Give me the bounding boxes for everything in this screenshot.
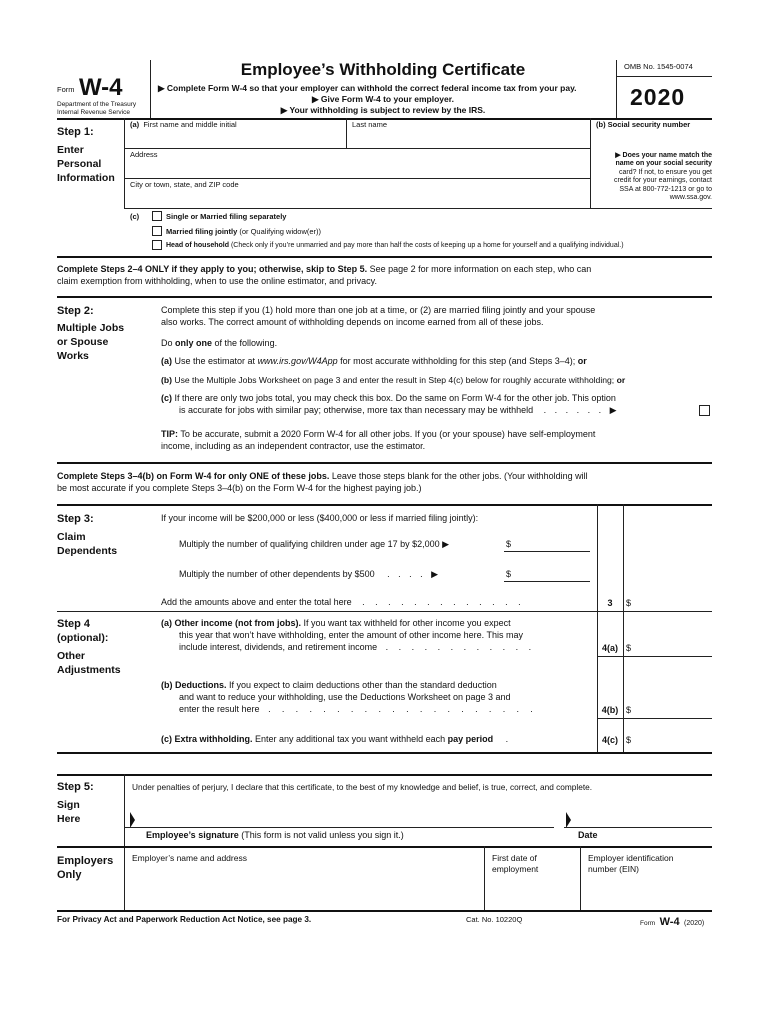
ssn-note-line-2: name on your social security xyxy=(615,160,712,168)
step3-title: Step 3: xyxy=(57,513,94,525)
employer-name-input[interactable] xyxy=(128,866,480,906)
step5-title: Step 5: xyxy=(57,781,94,793)
option-a-post: for most accurate withholding for this step (and Steps 3–4); xyxy=(337,356,578,366)
step4a-line-3 xyxy=(179,641,535,653)
form-name: W-4 xyxy=(78,74,123,101)
first-date-line-2: employment xyxy=(492,864,539,874)
last-name-label: Last name xyxy=(352,120,388,129)
step4-title: Step 4 xyxy=(57,618,91,630)
privacy-notice: For Privacy Act and Paperwork Reduction Act Notice, see page 3. xyxy=(57,915,312,924)
estimator-link[interactable]: www.irs.gov/W4App xyxy=(257,356,338,366)
header-divider-right xyxy=(616,60,617,118)
hoh-label-bold: Head of household xyxy=(166,242,229,249)
children-dollar: $ xyxy=(506,539,512,549)
first-name-label xyxy=(130,120,237,130)
signature-label-rest: (This form is not valid unless you sign it.) xyxy=(238,830,404,840)
perjury-statement: Under penalties of perjury, I declare that this certificate, to the best of my knowledge and belief, is true, correct, and complete. xyxy=(132,782,593,792)
step4c-dots: . xyxy=(505,734,509,744)
other-dependents-input[interactable] xyxy=(514,566,590,580)
step3-other-dependents-line xyxy=(179,568,441,580)
step4-bottom-rule xyxy=(57,752,712,754)
do-pre: Do xyxy=(161,338,176,348)
ein-line-2: number (EIN) xyxy=(588,864,640,874)
department-line-1: Department of the Treasury xyxy=(57,101,137,108)
intro1-rest: See page 2 for more information on each step, who can xyxy=(367,264,592,274)
form-label xyxy=(57,74,122,102)
step4c-text-rest: Enter any additional tax you want withheld each xyxy=(252,734,448,744)
step4c-label: (c) xyxy=(161,734,172,744)
step1-row-rule-3 xyxy=(124,208,712,209)
line-4c-number: 4(c) xyxy=(601,735,618,745)
ssn-note-line-6: www.ssa.gov. xyxy=(669,194,712,202)
tip-line-2: income, including as an independent contractor, use the estimator. xyxy=(161,441,426,451)
ein-line-1: Employer identification xyxy=(588,853,674,863)
other-dependents-dots: . . . . ▶ xyxy=(387,569,442,579)
option-c-line-1: If there are only two jobs total, you may check this box. Do the same on Form W-4 for the other job. This option xyxy=(174,393,616,403)
line-4b-dollar: $ xyxy=(626,705,632,715)
line-3-amount-input[interactable] xyxy=(636,594,710,609)
married-jointly-checkbox[interactable] xyxy=(152,226,162,236)
ssn-note xyxy=(594,152,712,202)
intro-steps-3-4b xyxy=(57,470,717,494)
step3-bottom-rule xyxy=(57,611,712,612)
last-name-input[interactable] xyxy=(348,131,588,147)
step4a-label: (a) xyxy=(161,618,172,628)
step5-subtitle-2: Here xyxy=(57,813,81,825)
line-number-column-right xyxy=(623,504,624,752)
line-4a-rule xyxy=(597,656,712,657)
single-label xyxy=(166,212,286,222)
intro2-line2: be most accurate if you complete Steps 3–4(b) on the Form W-4 for the highest paying job.) xyxy=(57,483,422,493)
single-label-bold: Single or Married filing separately xyxy=(166,212,287,221)
do-bold: only one xyxy=(175,338,213,348)
total-text: Add the amounts above and enter the total here xyxy=(161,597,352,607)
total-dots: . . . . . . . . . . . . . xyxy=(362,597,525,607)
step2-option-b xyxy=(161,374,625,386)
step5-subtitle-1: Sign xyxy=(57,799,80,811)
date-arrow-icon xyxy=(566,812,571,828)
ssn-note-line-3: card? If not, to ensure you get xyxy=(618,168,712,176)
first-date-label xyxy=(492,853,538,875)
department-line-2: Internal Revenue Service xyxy=(57,109,130,116)
step1-bottom-rule xyxy=(57,256,712,258)
step2-subtitle-1: Multiple Jobs xyxy=(57,322,125,334)
step1-subtitle-3: Information xyxy=(57,172,115,184)
step2-bottom-rule xyxy=(57,462,712,464)
other-dependents-text: Multiply the number of other dependents by $500 xyxy=(179,569,375,579)
step4b-label: (b) xyxy=(161,680,173,690)
step4-subtitle-2: Adjustments xyxy=(57,664,121,676)
step4b-line-3 xyxy=(179,703,537,715)
intro2-bold: Complete Steps 3–4(b) on Form W-4 for only ONE of these jobs. xyxy=(57,471,330,481)
step4a-text xyxy=(161,617,511,629)
married-label-rest: (or Qualifying widow(er)) xyxy=(237,227,322,236)
step2-intro-line-2: also works. The correct amount of withholding depends on income earned from all of these jobs. xyxy=(161,317,544,327)
step4b-line-2: and want to reduce your withholding, use the Deductions Worksheet on page 3 and xyxy=(179,692,511,702)
step2-subtitle-2: or Spouse xyxy=(57,336,109,348)
step4-title-optional: (optional): xyxy=(57,632,109,644)
step2-top-rule xyxy=(57,296,712,298)
step5-top-rule xyxy=(57,774,712,776)
instruction-3: ▶ Your withholding is subject to review by the IRS. xyxy=(280,105,486,115)
first-date-input[interactable] xyxy=(488,878,576,906)
line-4b-rule xyxy=(597,718,712,719)
other-dependents-underline xyxy=(504,581,590,582)
name-divider xyxy=(346,118,347,148)
step2-intro-line-1: Complete this step if you (1) hold more than one job at a time, or (2) are married filing jointly and your spouse xyxy=(161,305,596,315)
intro1-bold: Complete Steps 2–4 ONLY if they apply to you; otherwise, skip to Step 5. xyxy=(57,264,368,274)
step2-do-only-one xyxy=(161,337,277,349)
line-3-number: 3 xyxy=(607,598,613,608)
children-amount-input[interactable] xyxy=(514,536,590,550)
option-a-label: (a) xyxy=(161,356,172,366)
step4c-pay-period: pay period xyxy=(447,734,494,744)
option-b-or: or xyxy=(616,375,626,385)
other-dependents-dollar: $ xyxy=(506,569,512,579)
step3-subtitle-2: Dependents xyxy=(57,545,118,557)
signature-line xyxy=(124,827,554,828)
instruction-2: ▶ Give Form W-4 to your employer. xyxy=(312,94,454,104)
employers-top-rule xyxy=(57,846,712,848)
option-b-text: Use the Multiple Jobs Worksheet on page 3 and enter the result in Step 4(c) below for roughly accurate withholding; xyxy=(174,375,617,385)
signature-input[interactable] xyxy=(140,808,550,826)
step2-option-a xyxy=(161,355,587,367)
step3-subtitle-1: Claim xyxy=(57,531,86,543)
step4b-bold: Deductions. xyxy=(175,680,227,690)
step1-subtitle-1: Enter xyxy=(57,144,84,156)
tax-year xyxy=(630,84,685,111)
step4b-line-1: If you expect to claim deductions other than the standard deduction xyxy=(226,680,497,690)
date-input[interactable] xyxy=(576,808,710,826)
married-label-bold: Married filing jointly xyxy=(166,227,238,236)
omb-number: OMB No. 1545-0074 xyxy=(624,62,693,71)
ssn-input[interactable] xyxy=(592,131,710,147)
address-label: Address xyxy=(130,150,158,159)
intro1-line2: claim exemption from withholding, when to use the online estimator, and privacy. xyxy=(57,276,377,286)
step4a-line-3-text: include interest, dividends, and retirement income xyxy=(179,642,378,652)
employers-title-2: Only xyxy=(57,869,82,881)
line-3-dollar: $ xyxy=(626,598,632,608)
line-4c-dollar: $ xyxy=(626,735,632,745)
employers-title-1: Employers xyxy=(57,855,114,867)
step1-row-rule-1 xyxy=(124,148,590,149)
date-line xyxy=(564,827,712,828)
do-post: of the following. xyxy=(212,338,278,348)
line-4a-amount-input[interactable] xyxy=(636,639,710,654)
step4b-text xyxy=(161,679,497,691)
option-b-label: (b) xyxy=(161,375,172,385)
ssn-note-line-5: SSA at 800-772-1213 or go to xyxy=(619,185,712,193)
footer-form-year: (2020) xyxy=(684,920,705,927)
label-c: (c) xyxy=(130,212,140,221)
line-4b-amount-input[interactable] xyxy=(636,701,710,716)
step4a-bold: Other income (not from jobs). xyxy=(174,618,302,628)
line-4a-number: 4(a) xyxy=(601,643,618,653)
two-jobs-checkbox[interactable] xyxy=(699,405,710,416)
married-jointly-label xyxy=(166,227,321,237)
step2-intro xyxy=(161,304,595,328)
label-a: (a) xyxy=(130,120,140,129)
children-amount-underline xyxy=(504,551,590,552)
ssn-label: (b) Social security number xyxy=(596,120,691,129)
employer-name-label: Employer’s name and address xyxy=(132,853,247,863)
step2-title: Step 2: xyxy=(57,305,94,317)
step1-left-border xyxy=(124,118,125,208)
intro2-rest: Leave those steps blank for the other jobs. (Your withholding will xyxy=(329,471,588,481)
step4b-dots: . . . . . . . . . . . . . . . . . . . . xyxy=(268,704,538,714)
option-c-label: (c) xyxy=(161,393,172,403)
line-4a-dollar: $ xyxy=(626,643,632,653)
step2-option-c-line-2 xyxy=(179,404,620,416)
footer-form-label xyxy=(640,912,704,930)
option-a-or: or xyxy=(577,356,587,366)
head-of-household-label xyxy=(166,241,624,251)
first-date-line-1: First date of xyxy=(492,853,537,863)
step1-subtitle-2: Personal xyxy=(57,158,102,170)
page-title: Employee’s Withholding Certificate xyxy=(240,60,526,79)
option-a-pre: Use the estimator at xyxy=(174,356,258,366)
step2-subtitle-3: Works xyxy=(57,350,89,362)
step5-left-border xyxy=(124,774,125,910)
address-input[interactable] xyxy=(126,161,588,176)
date-label: Date xyxy=(578,830,598,840)
step3-children-line xyxy=(179,538,449,550)
ein-divider xyxy=(580,846,581,910)
step4c-bold: Extra withholding. xyxy=(174,734,253,744)
step4b-line-3-text: enter the result here xyxy=(179,704,260,714)
city-input[interactable] xyxy=(126,191,588,206)
option-c-line-2-text: is accurate for jobs with similar pay; otherwise, more tax than necessary may be withheld xyxy=(179,405,534,415)
ein-input[interactable] xyxy=(584,878,710,906)
line-4c-amount-input[interactable] xyxy=(636,731,710,746)
step3-income-line: If your income will be $200,000 or less ($400,000 or less if married filing jointly): xyxy=(161,513,479,523)
line-4b-number: 4(b) xyxy=(601,705,619,715)
signature-label-bold: Employee’s signature xyxy=(146,830,239,840)
ssn-divider xyxy=(590,118,591,208)
step4a-line-2: this year that won’t have withholding, enter the amount of other income here. This may xyxy=(179,630,524,640)
first-name-text: First name and middle initial xyxy=(143,120,237,129)
step1-row-rule-2 xyxy=(124,178,590,179)
step2-tip xyxy=(161,428,595,452)
form-word: Form xyxy=(57,85,75,94)
step4a-dots: . . . . . . . . . . . . xyxy=(385,642,536,652)
option-c-dots: . . . . . . ▶ xyxy=(543,405,620,415)
hoh-label-rest: (Check only if you’re unmarried and pay more than half the costs of keeping up a home for yourself and a qualifying individual.) xyxy=(229,242,624,249)
intro-steps-2-4 xyxy=(57,263,717,287)
children-text: Multiply the number of qualifying children under age 17 by $2,000 ▶ xyxy=(179,539,450,549)
step4c-text xyxy=(161,733,508,745)
first-date-divider xyxy=(484,846,485,910)
first-name-input[interactable] xyxy=(126,131,344,147)
ssn-note-line-1: ▶ Does your name match the xyxy=(615,152,712,159)
step4a-line-1: If you want tax withheld for other income you expect xyxy=(301,618,511,628)
tip-line-1: To be accurate, submit a 2020 Form W-4 for all other jobs. If you (or your spouse) have self-employment xyxy=(178,429,596,439)
step1-title: Step 1: xyxy=(57,126,94,138)
tip-label: TIP: xyxy=(161,429,178,439)
signature-label xyxy=(146,829,404,841)
footer-top-rule xyxy=(57,910,712,912)
step3-top-rule xyxy=(57,504,712,506)
catalog-number: Cat. No. 10220Q xyxy=(466,915,523,924)
footer-form-word: Form xyxy=(640,920,656,927)
signature-arrow-icon xyxy=(130,812,135,828)
step2-option-c xyxy=(161,392,616,404)
step3-total-line xyxy=(161,596,525,608)
instruction-1: ▶ Complete Form W-4 so that your employer can withhold the correct federal income tax from your pay. xyxy=(158,83,577,93)
ein-label xyxy=(588,853,674,875)
omb-divider xyxy=(616,76,712,77)
single-checkbox[interactable] xyxy=(152,211,162,221)
footer-form-name: W-4 xyxy=(659,916,680,928)
head-of-household-checkbox[interactable] xyxy=(152,240,162,250)
ssn-note-line-4: credit for your earnings, contact xyxy=(613,177,712,185)
tax-year-text: 2020 xyxy=(630,84,686,110)
step4-subtitle-1: Other xyxy=(57,650,86,662)
city-label: City or town, state, and ZIP code xyxy=(130,180,239,189)
